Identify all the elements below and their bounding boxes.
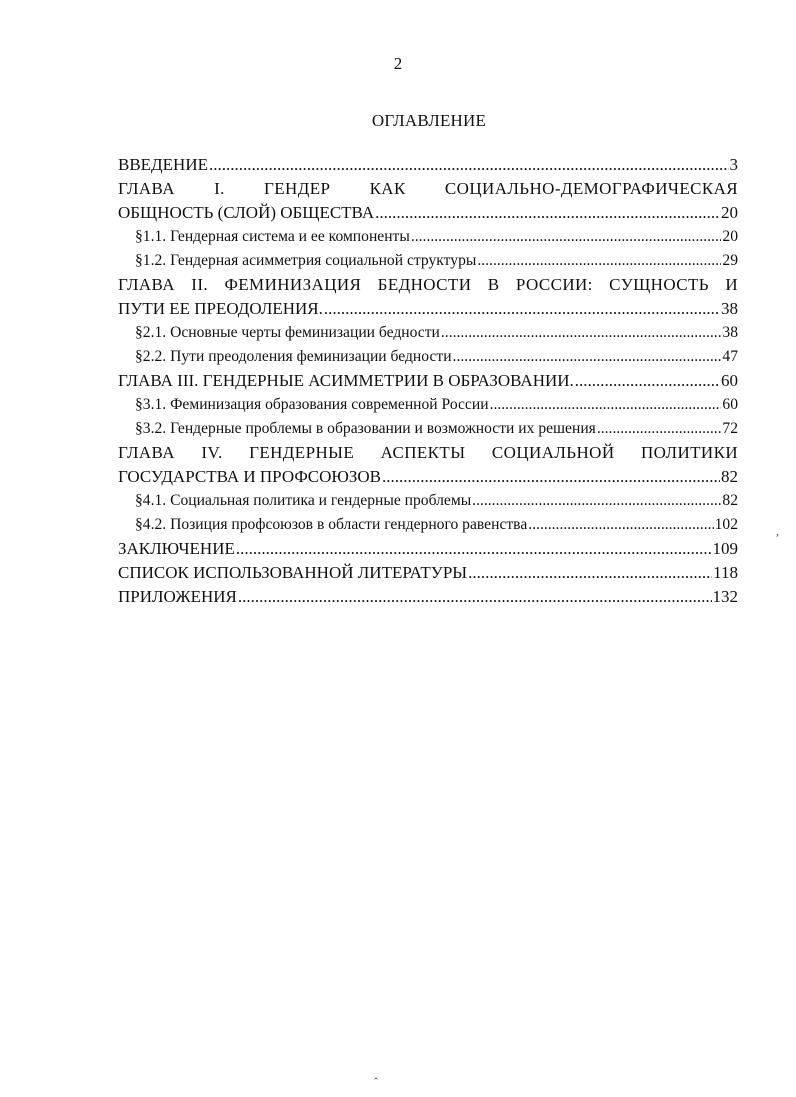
scan-speck: , (776, 524, 779, 538)
toc-entry-page: 29 (722, 252, 738, 269)
toc-entry-section-2-1 (118, 321, 738, 345)
toc-entry-page: 38 (721, 299, 738, 318)
toc-entry-title: §4.1. Социальная политика и гендерные проблемы (135, 492, 472, 509)
toc-entry-title: ГОСУДАРСТВА И ПРОФСОЮЗОВ (118, 467, 381, 486)
table-of-contents (118, 153, 738, 609)
toc-entry-page: 102 (714, 516, 738, 533)
scan-speck: ˆ (374, 1075, 378, 1089)
toc-entry-chapter-1 (118, 177, 738, 225)
dot-leader (324, 297, 720, 321)
toc-entry-title: §3.2. Гендерные проблемы в образовании и возможности их решения (135, 420, 596, 437)
dot-leader (528, 513, 713, 537)
dot-leader (411, 225, 722, 249)
toc-entry-section-4-2 (118, 513, 738, 537)
toc-entry-page: 3 (729, 155, 738, 174)
toc-entry-chapter-3 (118, 369, 738, 393)
toc-entry-page: 20 (721, 203, 738, 222)
toc-entry-title: ПРИЛОЖЕНИЯ (118, 587, 237, 606)
toc-entry-title: СПИСОК ИСПОЛЬЗОВАННОЙ ЛИТЕРАТУРЫ (118, 563, 468, 582)
toc-entry-section-4-1 (118, 489, 738, 513)
dot-leader (597, 417, 722, 441)
toc-entry-page: 109 (712, 539, 738, 558)
toc-entry-page: 60 (722, 396, 738, 413)
dot-leader (209, 153, 729, 177)
toc-entry-page: 38 (722, 324, 738, 341)
toc-entry-page: 60 (721, 371, 738, 390)
dot-leader (472, 489, 721, 513)
toc-entry-page: 118 (713, 563, 738, 582)
toc-entry-section-1-1 (118, 225, 738, 249)
dot-leader (238, 585, 712, 609)
toc-entry-title: §2.1. Основные черты феминизации бедности (135, 324, 440, 341)
toc-entry-title: ПУТИ ЕЕ ПРЕОДОЛЕНИЯ. (118, 299, 323, 318)
toc-entry-title: ОБЩНОСТЬ (СЛОЙ) ОБЩЕСТВА (118, 203, 375, 222)
toc-entry-title: ГЛАВА III. ГЕНДЕРНЫЕ АСИММЕТРИИ В ОБРАЗОВАНИИ. (118, 371, 574, 390)
toc-entry-bibliography (118, 561, 738, 585)
dot-leader (441, 321, 722, 345)
toc-entry-title: §2.2. Пути преодоления феминизации бедности (135, 348, 452, 365)
toc-entry-title: ВВЕДЕНИЕ (118, 155, 208, 174)
toc-entry-title: §1.2. Гендерная асимметрия социальной структуры (135, 252, 477, 269)
toc-entry-chapter-4 (118, 441, 738, 489)
toc-entry-page: 82 (721, 467, 738, 486)
toc-entry-section-3-2 (118, 417, 738, 441)
dot-leader (453, 345, 722, 369)
toc-heading: ОГЛАВЛЕНИЕ (371, 111, 487, 130)
toc-entry-title: ЗАКЛЮЧЕНИЕ (118, 539, 235, 558)
dot-leader (490, 393, 722, 417)
toc-entry-appendices (118, 585, 738, 609)
toc-entry-title-line: ГЛАВА IV. ГЕНДЕРНЫЕ АСПЕКТЫ СОЦИАЛЬНОЙ ПОЛИТИКИ (118, 443, 738, 462)
dot-leader (575, 369, 720, 393)
toc-entry-title: §4.2. Позиция профсоюзов в области гендерного равенства (135, 516, 528, 533)
dot-leader (477, 249, 721, 273)
toc-entry-title-line: ГЛАВА II. ФЕМИНИЗАЦИЯ БЕДНОСТИ В РОССИИ: СУЩНОСТЬ И (118, 275, 738, 294)
page-number: 2 (393, 54, 403, 73)
dot-leader (375, 201, 720, 225)
toc-entry-section-2-2 (118, 345, 738, 369)
dot-leader (236, 537, 712, 561)
toc-entry-page: 82 (722, 492, 738, 509)
toc-entry-page: 132 (712, 587, 738, 606)
toc-entry-page: 20 (722, 228, 738, 245)
toc-entry-chapter-2 (118, 273, 738, 321)
toc-entry-title: §3.1. Феминизация образования современной России (135, 396, 489, 413)
dot-leader (382, 465, 720, 489)
toc-entry-section-3-1 (118, 393, 738, 417)
toc-entry-page: 47 (722, 348, 738, 365)
toc-entry-title-line: ГЛАВА I. ГЕНДЕР КАК СОЦИАЛЬНО-ДЕМОГРАФИЧЕСКАЯ (118, 179, 738, 198)
toc-entry-title: §1.1. Гендерная система и ее компоненты (135, 228, 410, 245)
toc-entry-section-1-2 (118, 249, 738, 273)
toc-entry-conclusion (118, 537, 738, 561)
dot-leader (468, 561, 712, 585)
toc-entry-introduction (118, 153, 738, 177)
toc-entry-page: 72 (722, 420, 738, 437)
